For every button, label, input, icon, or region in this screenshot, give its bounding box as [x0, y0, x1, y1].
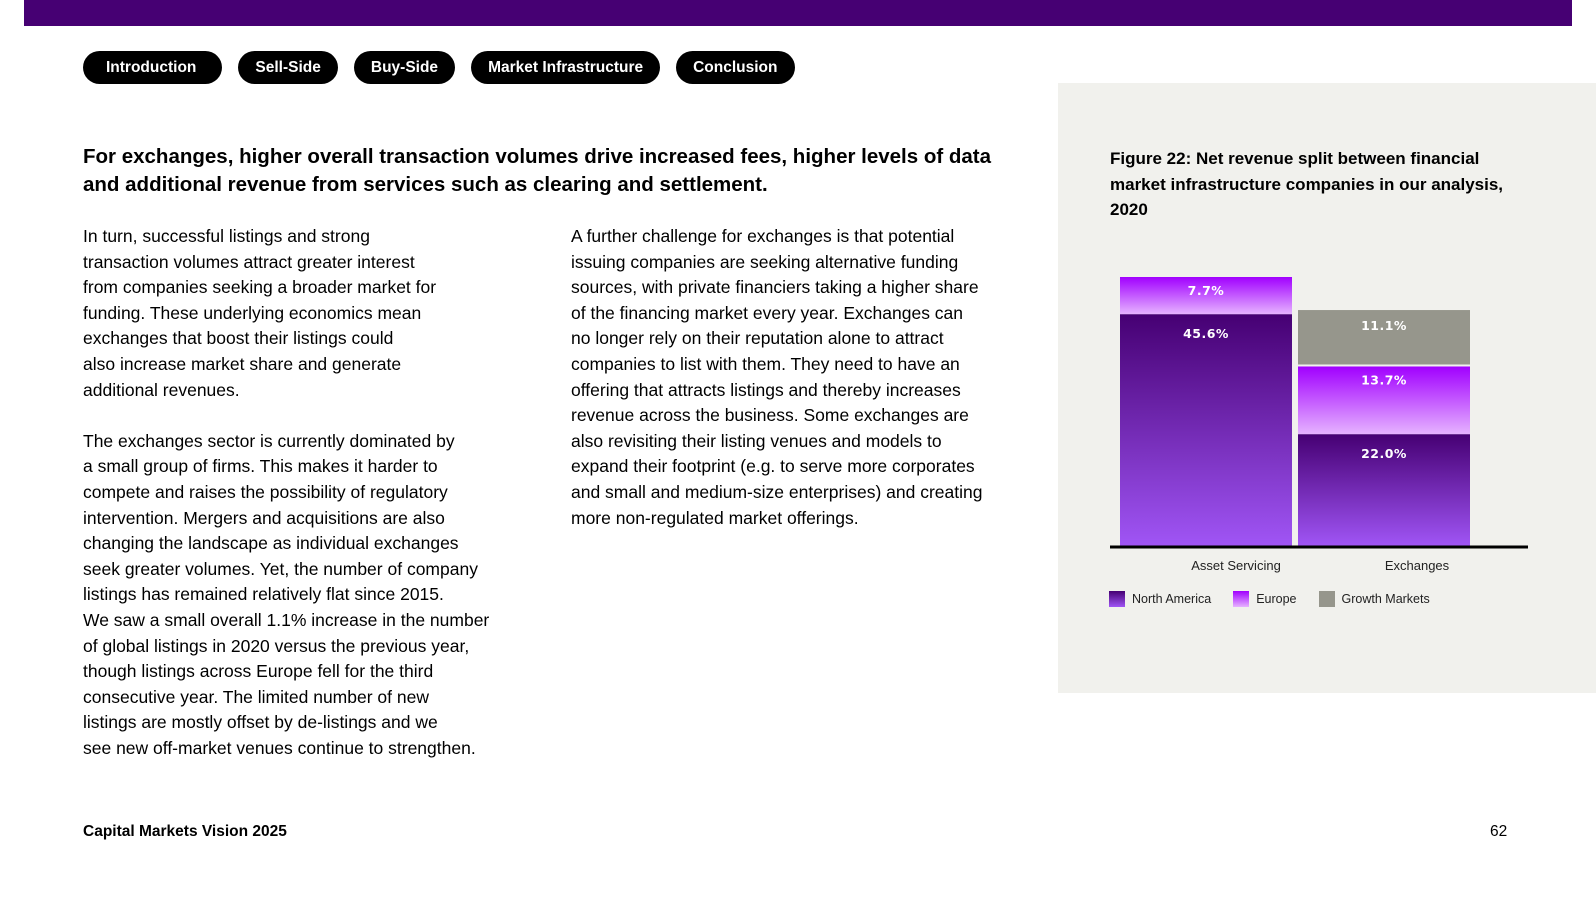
tab-buy-side[interactable]: Buy-Side: [354, 51, 455, 84]
text-line: expand their footprint (e.g. to serve more corporates: [571, 456, 975, 477]
text-line: issuing companies are seeking alternative funding: [571, 251, 959, 272]
text-line: The exchanges sector is currently dominated by: [83, 430, 455, 451]
text-line: companies to list with them. They need to have an: [571, 353, 960, 374]
text-line: seek greater volumes. Yet, the number of company: [83, 558, 478, 579]
text-line: consecutive year. The limited number of new: [83, 686, 429, 707]
body-column-right: [571, 224, 1031, 531]
text-line: also revisiting their listing venues and models to: [571, 430, 942, 451]
bar-value-label: 22.0%: [1361, 446, 1407, 462]
chart-bars: [1120, 277, 1470, 546]
legend-label: Europe: [1256, 592, 1297, 606]
category-label-exchanges: Exchanges: [1384, 558, 1450, 573]
text-line: of the financing market every year. Exchanges can: [571, 302, 964, 323]
page-number: 62: [1490, 823, 1508, 840]
text-line: offering that attracts listings and thereby increases: [571, 379, 961, 400]
bar-value-label: 7.7%: [1187, 283, 1225, 298]
stacked-bar-chart: [1100, 260, 1530, 580]
bar-value-label: 45.6%: [1183, 326, 1229, 342]
paragraph-gap: [83, 403, 543, 429]
text-line: exchanges that boost their listings could: [83, 328, 394, 349]
legend-label: North America: [1132, 592, 1212, 606]
text-line: sources, with private financiers taking a higher share: [571, 277, 979, 298]
body-column-left: [83, 224, 543, 761]
tab-market-infrastructure[interactable]: Market Infrastructure: [471, 51, 660, 84]
paragraph-challenge: [571, 224, 1031, 531]
text-line: listings are mostly offset by de-listings and we: [83, 712, 438, 733]
text-line: see new off-market venues continue to strengthen.: [83, 737, 476, 758]
text-line: more non-regulated market offerings.: [571, 507, 859, 528]
legend-item-europe: [1233, 591, 1296, 607]
text-line: In turn, successful listings and strong: [83, 226, 370, 246]
text-line: changing the landscape as individual exchanges: [83, 533, 459, 554]
legend-item-growth-markets: [1319, 591, 1430, 607]
text-line: no longer rely on their reputation alone to attract: [571, 328, 944, 349]
top-accent-bar: [24, 0, 1572, 26]
tab-sell-side[interactable]: Sell-Side: [238, 51, 337, 84]
text-line: additional revenues.: [83, 379, 240, 400]
text-line: revenue across the business. Some exchanges are: [571, 405, 969, 426]
chart-legend: [1109, 591, 1452, 607]
legend-label: Growth Markets: [1341, 592, 1430, 606]
legend-swatch-europe: [1233, 591, 1249, 607]
bar-segment-north-america: [1120, 314, 1292, 546]
tab-conclusion[interactable]: Conclusion: [676, 51, 794, 84]
bar-value-label: 11.1%: [1361, 318, 1407, 334]
text-line: listings has remained relatively flat since 2015.: [83, 584, 444, 605]
legend-item-north-america: [1109, 591, 1211, 607]
text-line: intervention. Mergers and acquisitions are also: [83, 507, 445, 528]
text-line: funding. These underlying economics mean: [83, 302, 422, 323]
paragraph-listings: [83, 224, 543, 403]
headline: For exchanges, higher overall transaction volumes drive increased fees, higher levels of data and additional revenue from services such as clearing and settlement.: [83, 145, 992, 196]
tab-introduction[interactable]: Introduction: [83, 51, 222, 84]
bar-value-label: 13.7%: [1361, 372, 1407, 388]
text-line: We saw a small overall 1.1% increase in the number: [83, 609, 490, 630]
section-nav: [83, 51, 795, 84]
text-line: compete and raises the possibility of regulatory: [83, 481, 448, 502]
category-label-asset-servicing: Asset Servicing: [1191, 558, 1281, 573]
legend-swatch-north-america: [1109, 591, 1125, 607]
text-line: transaction volumes attract greater interest: [83, 251, 415, 272]
text-line: a small group of firms. This makes it harder to: [83, 456, 438, 477]
text-line: A further challenge for exchanges is that potential: [571, 226, 955, 246]
text-line: of global listings in 2020 versus the previous year,: [83, 635, 470, 656]
figure-title: Figure 22: Net revenue split between financial market infrastructure companies in our analysis, 2020: [1110, 149, 1504, 219]
text-line: from companies seeking a broader market for: [83, 277, 437, 298]
legend-swatch-growth-markets: [1319, 591, 1335, 607]
paragraph-sector: [83, 429, 543, 762]
footer-title: Capital Markets Vision 2025: [83, 823, 287, 840]
text-line: and small and medium-size enterprises) and creating: [571, 481, 983, 502]
text-line: though listings across Europe fell for the third: [83, 661, 434, 682]
text-line: also increase market share and generate: [83, 353, 402, 374]
